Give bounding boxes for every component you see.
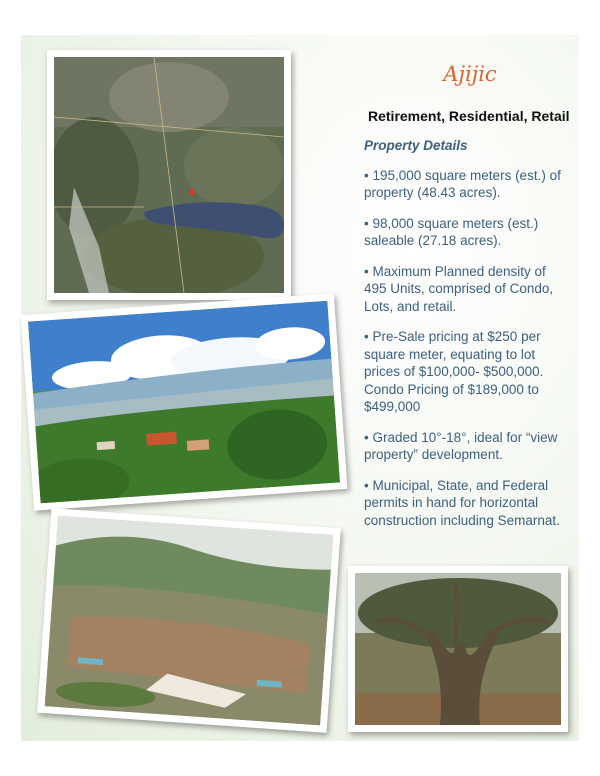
detail-bullet: • Maximum Planned density of 495 Units, comprised of Condo, Lots, and retail.: [364, 263, 554, 314]
tree-photo: [348, 566, 568, 732]
property-details: [364, 137, 570, 542]
satellite-map-photo: [47, 50, 291, 300]
detail-bullet: • Municipal, State, and Federal permits in hand for horizontal construction including Semarnat.: [364, 477, 560, 528]
detail-bullet: • 195,000 square meters (est.) of property (48.43 acres).: [364, 167, 561, 200]
details-heading: Property Details: [364, 138, 468, 153]
lake-view-photo: [21, 293, 348, 510]
page-title: Ajijic: [443, 62, 497, 86]
development-rendering-photo: [37, 508, 341, 733]
detail-bullet: • Pre-Sale pricing at $250 per square meter, equating to lot prices of $100,000- $500,000. Condo Pricing of $189,000 to $499,000: [364, 329, 544, 414]
page-subtitle: Retirement, Residential, Retail: [368, 108, 570, 124]
detail-bullet: • 98,000 square meters (est.) saleable (27.18 acres).: [364, 215, 539, 248]
detail-bullet: • Graded 10°-18°, ideal for “view property” development.: [364, 429, 558, 462]
